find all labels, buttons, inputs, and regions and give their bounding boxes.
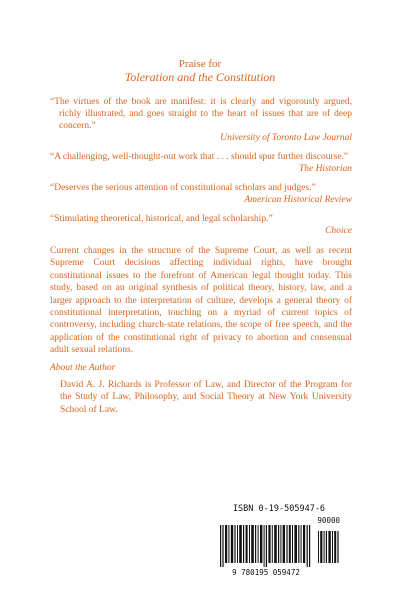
praise-header (0, 58, 400, 84)
barcode-block (218, 504, 340, 580)
quote-item (50, 182, 352, 206)
quote-item (50, 213, 352, 237)
quote-source: The Historian (298, 164, 352, 174)
quote-source: Choice (325, 226, 352, 236)
quote-item (50, 151, 352, 175)
quote-item (50, 96, 352, 144)
about-author-heading: About the Author (50, 363, 116, 373)
isbn-label: ISBN 0-19-505947-6 (232, 504, 326, 514)
praise-heading: Praise for (178, 58, 222, 70)
book-description: Current changes in the structure of the Supreme Court, as well as recent Supreme Court decisions affecting individual rights, have brought constitutional issues to the forefront of American legal thought today. This study, based on an original synthesis of political theory, history, law, and a larger approach to the interpretation of culture, develops a general theory of constitutional interpretation, touching on a myriad of current topics of controversy, including church-state relations, the scope of free speech, and the application of the constitutional right of privacy to abortion and consensual adult sexual relations. (50, 246, 352, 356)
quote-source: American Historical Review (244, 195, 352, 205)
barcode-number: 9 780195 059472 (232, 568, 300, 577)
about-author-text: David A. J. Richards is Professor of Law, and Director of the Program for the Study of Law, Philosophy, and Social Theory at New York University School of Law. (60, 380, 352, 415)
price-code: 90000 (317, 516, 340, 525)
praise-book-title: Toleration and the Constitution (124, 70, 276, 84)
quotes-list (50, 96, 352, 244)
quote-text: “A challenging, well-thought-out work that . . . should spur further discourse.” (50, 152, 349, 162)
barcode-icon (218, 525, 340, 567)
quote-source: University of Toronto Law Journal (220, 133, 352, 143)
quote-text: “The virtues of the book are manifest: it is clearly and vigorously argued, richly illustrated, and goes straight to the heart of issues that are of deep concern.” (50, 97, 352, 131)
quote-text: “Deserves the serious attention of constitutional scholars and judges.” (50, 183, 316, 193)
quote-text: “Stimulating theoretical, historical, and legal scholarship.” (50, 214, 273, 224)
